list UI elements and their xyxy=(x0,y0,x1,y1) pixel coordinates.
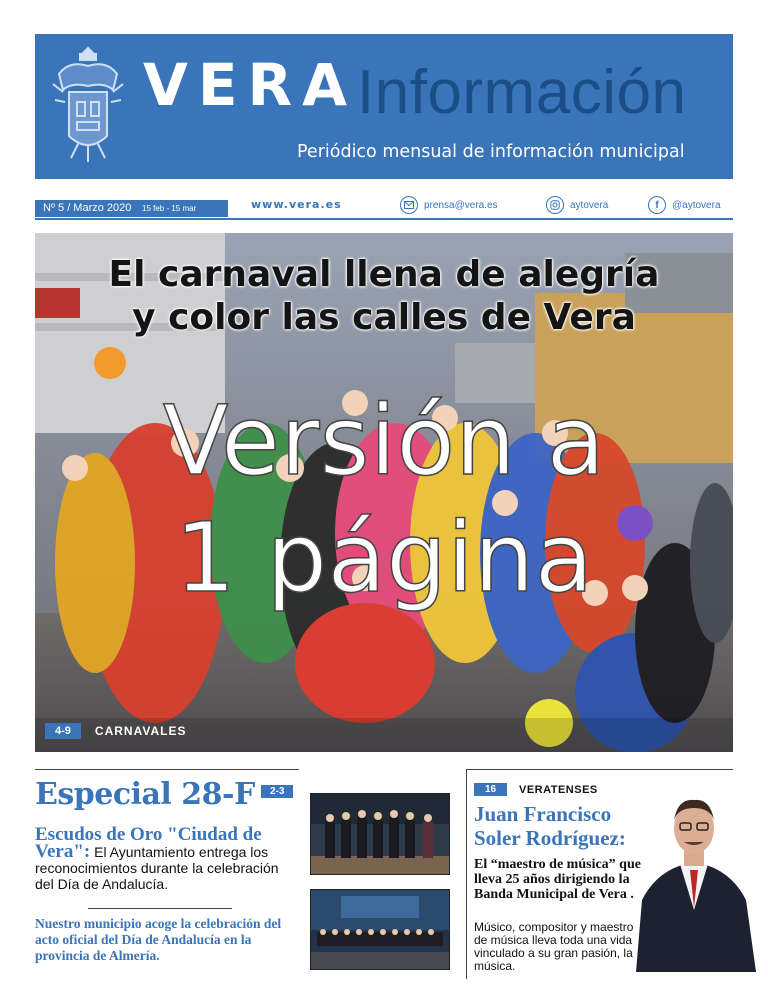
website-link[interactable]: www.vera.es xyxy=(251,198,342,211)
facebook-handle: @aytovera xyxy=(672,199,721,211)
column-divider xyxy=(466,769,467,979)
article-escudos-headline: Escudos de Oro "Ciudad de Vera": xyxy=(35,824,262,862)
watermark-line2: 1 página xyxy=(174,502,594,614)
facebook-icon: f xyxy=(648,196,666,214)
hero-headline xyxy=(35,253,733,339)
section-tag[interactable] xyxy=(45,723,186,739)
instagram-contact[interactable] xyxy=(546,195,608,215)
email-text: prensa@vera.es xyxy=(424,199,498,211)
issue-date-range: 15 feb - 15 mar xyxy=(142,204,197,213)
profile-quote: El “maestro de música” que lleva 25 años dirigiendo la Banda Municipal de Vera . xyxy=(474,857,641,902)
instagram-icon xyxy=(546,196,564,214)
coat-of-arms-icon xyxy=(49,44,127,168)
section-page-badge: 4-9 xyxy=(45,723,81,739)
divider xyxy=(35,769,299,770)
special-title: Especial 28-F xyxy=(35,777,255,812)
instagram-handle: aytovera xyxy=(570,199,609,211)
masthead xyxy=(35,34,733,179)
special-page-badge: 2-3 xyxy=(261,785,293,798)
awards-photo-1 xyxy=(310,793,450,875)
portrait-photo xyxy=(628,790,760,972)
article-escudos[interactable] xyxy=(35,826,299,892)
email-contact[interactable] xyxy=(400,195,498,215)
veratenses-section-label: VERATENSES xyxy=(519,784,598,796)
brand-name: VERA xyxy=(143,51,358,119)
profile-name[interactable]: Juan Francisco Soler Rodríguez: xyxy=(474,802,626,850)
tagline: Periódico mensual de información municipal xyxy=(297,142,685,162)
veratenses-page-badge: 16 xyxy=(474,783,507,796)
facebook-contact[interactable] xyxy=(648,195,721,215)
brand-subtitle: Información xyxy=(357,58,687,127)
divider xyxy=(35,218,733,220)
article-dia-andalucia[interactable]: Nuestro municipio acoge la celebración del acto oficial del Día de Andalucía en la provincia de Almería. xyxy=(35,916,282,963)
hero-headline-line1: El carnaval llena de alegría xyxy=(108,254,660,295)
hero-photo xyxy=(35,233,733,752)
divider xyxy=(88,908,232,909)
issue-box xyxy=(35,200,228,217)
issue-number: Nº 5 / Marzo 2020 xyxy=(43,202,132,214)
section-label: CARNAVALES xyxy=(94,724,187,738)
version-watermark xyxy=(35,383,733,617)
watermark-line1: Versión a xyxy=(162,385,606,497)
article-escudos-body: El Ayuntamiento entrega los reconocimientos durante la celebración del Día de Andalucía. xyxy=(35,844,279,892)
hero-headline-line2: y color las calles de Vera xyxy=(132,297,636,338)
profile-description: Músico, compositor y maestro de música lleva toda una vida vinculado a su gran pasión, la música. xyxy=(474,920,634,973)
awards-photo-2 xyxy=(310,889,450,970)
mail-icon xyxy=(400,196,418,214)
divider xyxy=(466,769,733,770)
